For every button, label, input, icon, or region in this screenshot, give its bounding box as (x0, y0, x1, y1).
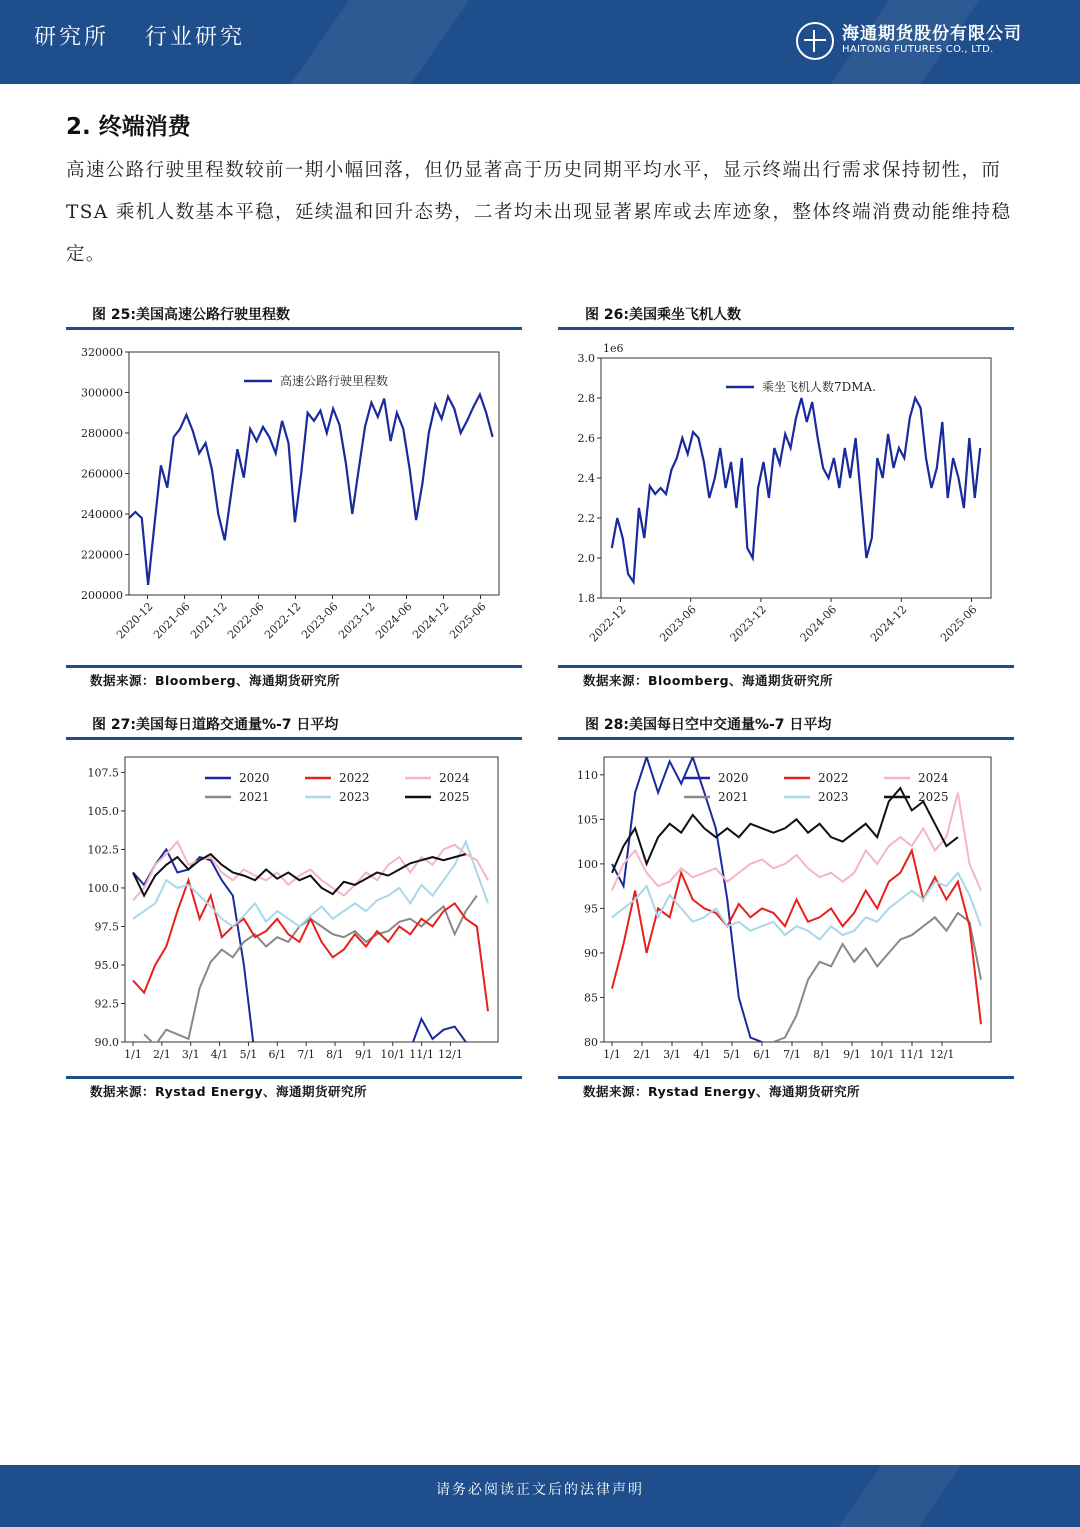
fig28-legend-2023-label: 2023 (818, 790, 849, 804)
fig25-xtick-label: 2023-06 (299, 599, 341, 642)
fig25-ytick-label: 220000 (81, 548, 123, 562)
fig25-top-rule (66, 327, 522, 330)
fig26-bottom-rule (558, 665, 1014, 668)
fig27-xtick-label: 3/1 (181, 1048, 200, 1061)
fig27-svg (66, 745, 522, 1067)
category-label: 行业研究 (145, 25, 246, 50)
fig27-xtick-label: 9/1 (355, 1048, 373, 1061)
fig26-ytick-label: 2.8 (577, 392, 595, 405)
fig27-chart (66, 745, 522, 1067)
fig27-ytick-label: 97.5 (94, 920, 119, 934)
fig28-ytick-label: 80 (584, 1036, 598, 1049)
fig28-top-rule (558, 737, 1014, 740)
fig26-top-rule (558, 327, 1014, 330)
fig27-legend-2021-label: 2021 (239, 790, 270, 804)
fig25-ytick-label: 260000 (81, 467, 123, 481)
fig28-legend-2024-label: 2024 (918, 771, 949, 785)
fig26-xtick-label: 2024-06 (797, 602, 840, 645)
fig26-ytick-label: 2.0 (577, 552, 595, 565)
fig27-source: 数据来源：Rystad Energy、海通期货研究所 (90, 1084, 368, 1099)
fig28-xtick-label: 8/1 (813, 1048, 831, 1061)
company-logo (796, 22, 1022, 60)
fig25-plot-frame (129, 352, 499, 595)
fig27-ytick-label: 102.5 (87, 843, 119, 857)
fig28-series-2022-line (612, 851, 981, 1025)
fig27-bottom-rule (66, 1076, 522, 1079)
fig25-title: 图 25:美国高速公路行驶里程数 (92, 307, 290, 323)
page-header (0, 0, 1080, 84)
fig25-xtick-label: 2024-12 (410, 599, 452, 642)
fig27-xtick-label: 6/1 (268, 1048, 287, 1061)
fig28-ytick-label: 100 (577, 857, 598, 871)
fig25-xtick-label: 2020-12 (114, 599, 156, 642)
footer-disclaimer: 请务必阅读正文后的法律声明 (436, 1482, 644, 1498)
dept-label: 研究所 (34, 25, 110, 50)
fig25-xtick-label: 2025-06 (447, 599, 489, 642)
fig25-xtick-label: 2024-06 (373, 599, 415, 642)
fig27-xtick-label: 10/1 (380, 1048, 406, 1061)
fig27-xtick-label: 2/1 (153, 1048, 171, 1061)
fig26-scale-label: 1e6 (603, 342, 624, 355)
fig27-xtick-label: 12/1 (438, 1048, 463, 1061)
fig27-xtick-label: 1/1 (124, 1048, 142, 1061)
company-name-en: HAITONG FUTURES CO., LTD. (842, 44, 994, 55)
fig26-svg (558, 336, 1014, 658)
fig27-xtick-label: 8/1 (326, 1048, 344, 1061)
fig26-source: 数据来源：Bloomberg、海通期货研究所 (583, 673, 834, 688)
fig25-xtick-label: 2022-12 (262, 599, 304, 642)
fig25-ytick-label: 200000 (81, 589, 123, 602)
fig25-xtick-label: 2023-12 (336, 599, 378, 642)
fig26-ytick-label: 1.8 (577, 592, 595, 605)
fig28-xtick-label: 10/1 (869, 1048, 895, 1061)
fig27-ytick-label: 90.0 (94, 1036, 119, 1049)
fig28-legend-2025-label: 2025 (918, 790, 949, 804)
fig27-ytick-label: 107.5 (87, 766, 119, 780)
fig25-ytick-label: 320000 (81, 346, 123, 359)
fig28-xtick-label: 11/1 (899, 1048, 925, 1061)
fig27-legend-2024-label: 2024 (439, 771, 470, 785)
fig26-title: 图 26:美国乘坐飞机人数 (585, 307, 741, 323)
fig25-xtick-label: 2022-06 (225, 599, 267, 642)
fig28-bottom-rule (558, 1076, 1014, 1079)
fig27-legend-2020-label: 2020 (239, 771, 270, 785)
fig25-xtick-label: 2021-12 (188, 599, 230, 642)
body-paragraph: 高速公路行驶里程数较前一期小幅回落，但仍显著高于历史同期平均水平，显示终端出行需求保持韧性，而 TSA 乘机人数基本平稳，延续温和回升态势，二者均未出现显著累库或去库迹象，整体终端消费动能维持稳定。 (66, 160, 1012, 265)
fig27-xtick-label: 7/1 (297, 1048, 316, 1061)
fig28-source: 数据来源：Rystad Energy、海通期货研究所 (583, 1084, 861, 1099)
fig28-xtick-label: 12/1 (929, 1048, 955, 1061)
fig28-ytick-label: 95 (584, 902, 598, 916)
fig27-ytick-label: 92.5 (94, 997, 119, 1011)
fig25-ytick-label: 280000 (81, 427, 123, 440)
fig28-xtick-label: 5/1 (723, 1048, 741, 1061)
company-name-cn: 海通期货股份有限公司 (842, 24, 1022, 44)
fig27-ytick-label: 105.0 (87, 804, 119, 818)
fig25-ytick-label: 300000 (81, 386, 123, 400)
fig26-series-line (612, 398, 980, 582)
fig28-svg (558, 745, 1014, 1067)
fig26-xtick-label: 2024-12 (867, 602, 910, 645)
fig25-chart (66, 336, 522, 658)
fig27-legend-2022-label: 2022 (339, 771, 370, 785)
fig26-xtick-label: 2025-06 (938, 602, 980, 645)
fig27-ytick-label: 100.0 (87, 881, 119, 895)
fig28-ytick-label: 85 (584, 991, 598, 1005)
fig27-title: 图 27:美国每日道路交通量%-7 日平均 (92, 717, 339, 733)
fig27-xtick-label: 5/1 (239, 1048, 258, 1061)
fig28-title: 图 28:美国每日空中交通量%-7 日平均 (585, 717, 832, 733)
fig28-xtick-label: 7/1 (783, 1048, 801, 1061)
fig27-series-2022-line (133, 880, 488, 1011)
fig26-xtick-label: 2023-12 (727, 602, 770, 645)
fig26-xtick-label: 2022-12 (587, 602, 629, 645)
fig28-xtick-label: 2/1 (633, 1048, 651, 1061)
fig27-xtick-label: 4/1 (210, 1048, 229, 1061)
fig28-xtick-label: 3/1 (663, 1048, 681, 1061)
fig28-xtick-label: 4/1 (693, 1048, 711, 1061)
fig25-svg (66, 336, 522, 658)
fig26-ytick-label: 2.6 (577, 432, 595, 445)
fig25-source: 数据来源：Bloomberg、海通期货研究所 (90, 673, 341, 688)
fig28-legend-2021-label: 2021 (718, 790, 749, 804)
fig26-chart (558, 336, 1014, 658)
header-title (34, 20, 271, 51)
fig26-xtick-label: 2023-06 (657, 602, 699, 645)
fig26-legend-label: 乘坐飞机人数7DMA. (762, 380, 877, 394)
fig25-series-line (129, 395, 493, 585)
fig28-xtick-label: 1/1 (603, 1048, 621, 1061)
fig25-bottom-rule (66, 665, 522, 668)
fig27-ytick-label: 95.0 (94, 958, 119, 972)
fig28-chart (558, 745, 1014, 1067)
fig26-ytick-label: 2.4 (577, 472, 595, 485)
page-footer (0, 1465, 1080, 1527)
fig27-xtick-label: 11/1 (409, 1048, 434, 1061)
fig25-ytick-label: 240000 (81, 508, 123, 521)
header-stripe (291, 0, 470, 84)
fig27-legend-2025-label: 2025 (439, 790, 470, 804)
fig28-ytick-label: 90 (584, 946, 598, 960)
fig28-xtick-label: 6/1 (753, 1048, 771, 1061)
fig27-top-rule (66, 737, 522, 740)
fig28-series-2021-line (773, 913, 981, 1042)
section-title: 2. 终端消费 (66, 114, 191, 140)
fig28-legend-2022-label: 2022 (818, 771, 849, 785)
fig26-ytick-label: 3.0 (577, 352, 595, 365)
fig28-xtick-label: 9/1 (843, 1048, 861, 1061)
fig28-ytick-label: 110 (577, 768, 598, 782)
fig26-ytick-label: 2.2 (577, 512, 595, 525)
logo-mark-icon (796, 22, 834, 60)
fig28-ytick-label: 105 (577, 813, 598, 827)
fig27-legend-2023-label: 2023 (339, 790, 370, 804)
fig25-xtick-label: 2021-06 (151, 599, 193, 642)
fig26-plot-frame (601, 358, 991, 598)
fig28-legend-2020-label: 2020 (718, 771, 749, 785)
fig25-legend-label: 高速公路行驶里程数 (280, 374, 389, 388)
